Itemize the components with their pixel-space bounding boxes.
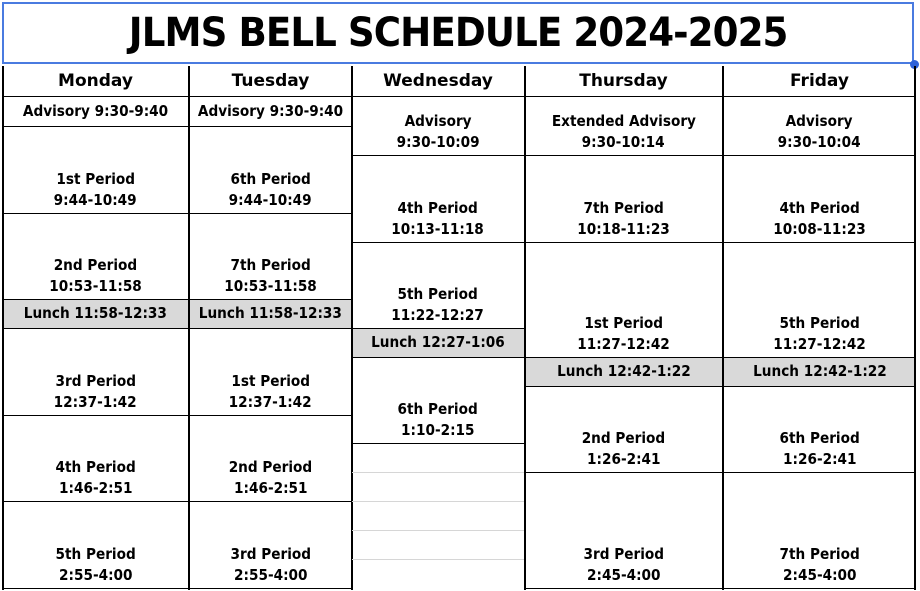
period-time: 1:26-2:41 — [782, 450, 857, 468]
period-cell[interactable] — [189, 501, 352, 588]
period-cell[interactable] — [2, 415, 189, 501]
period-cell[interactable] — [352, 357, 524, 443]
period-time: 1:10-2:15 — [401, 421, 475, 439]
grid-line — [524, 472, 915, 473]
period-label: 7th Period — [230, 256, 311, 274]
grid-line — [524, 66, 526, 590]
advisory-cell[interactable] — [189, 96, 352, 126]
period-label: 2nd Period — [581, 429, 666, 447]
grid-line — [524, 386, 915, 387]
period-time: 2:45-4:00 — [782, 566, 857, 584]
grid-line — [352, 328, 524, 329]
advisory-time: 9:30-10:04 — [777, 133, 861, 151]
period-label: 4th Period — [397, 199, 479, 217]
period-cell[interactable] — [723, 242, 916, 357]
period-time: 1:46-2:51 — [58, 479, 133, 497]
advisory-time: 9:30-10:14 — [581, 133, 665, 151]
page-title: JLMS BELL SCHEDULE 2024-2025 — [128, 10, 788, 56]
grid-line — [352, 501, 524, 502]
period-cell[interactable] — [2, 328, 189, 415]
period-cell[interactable] — [524, 155, 723, 242]
period-time: 2:45-4:00 — [586, 566, 661, 584]
lunch-cell[interactable] — [723, 357, 916, 386]
grid-line — [524, 588, 915, 589]
period-label: 1st Period — [231, 372, 310, 390]
period-time: 9:44-10:49 — [228, 191, 312, 209]
grid-line — [352, 472, 524, 473]
grid-line — [352, 443, 524, 444]
day-header-monday: Monday — [58, 71, 133, 91]
grid-line — [2, 328, 352, 329]
period-label: 6th Period — [397, 400, 479, 418]
lunch-cell[interactable] — [524, 357, 723, 386]
period-label: 6th Period — [230, 170, 311, 188]
period-time: 2:55-4:00 — [233, 566, 308, 584]
grid-line — [2, 126, 352, 127]
grid-line — [352, 530, 524, 531]
period-label: 3rd Period — [583, 545, 664, 563]
grid-line — [2, 299, 352, 300]
period-cell[interactable] — [723, 472, 916, 588]
period-cell[interactable] — [2, 501, 189, 588]
period-label: 5th Period — [779, 314, 860, 332]
grid-line — [722, 66, 724, 590]
period-cell[interactable] — [189, 328, 352, 415]
advisory-text: Advisory 9:30-9:40 — [197, 101, 344, 120]
grid-line — [2, 415, 352, 416]
period-label: 7th Period — [583, 199, 664, 217]
day-header-tuesday: Tuesday — [231, 71, 310, 91]
period-cell[interactable] — [524, 386, 723, 472]
lunch-text: Lunch 12:42-1:22 — [752, 362, 887, 380]
period-time: 10:08-11:23 — [773, 220, 866, 238]
lunch-text: Lunch 11:58-12:33 — [198, 304, 343, 322]
day-header-wednesday: Wednesday — [383, 71, 493, 91]
period-time: 11:22-12:27 — [391, 306, 485, 324]
lunch-cell[interactable] — [189, 299, 352, 328]
period-time: 1:26-2:41 — [586, 450, 661, 468]
grid-line — [352, 357, 524, 358]
advisory-time: 9:30-10:09 — [396, 133, 480, 151]
period-time: 11:27-12:42 — [773, 335, 866, 353]
period-label: 5th Period — [397, 285, 479, 303]
lunch-cell[interactable] — [2, 299, 189, 328]
grid-line — [524, 357, 915, 358]
grid-line — [524, 242, 915, 243]
advisory-cell[interactable] — [352, 96, 524, 155]
title-cell[interactable] — [2, 2, 914, 64]
advisory-cell[interactable] — [2, 96, 189, 126]
period-label: 4th Period — [55, 458, 136, 476]
period-time: 9:44-10:49 — [53, 191, 137, 209]
lunch-text: Lunch 12:27-1:06 — [371, 333, 505, 351]
period-cell[interactable] — [524, 242, 723, 357]
lunch-text: Lunch 11:58-12:33 — [23, 304, 168, 322]
grid-line — [352, 242, 524, 243]
period-label: 2nd Period — [53, 256, 138, 274]
period-cell[interactable] — [189, 126, 352, 213]
period-cell[interactable] — [189, 415, 352, 501]
period-time: 10:53-11:58 — [49, 277, 142, 295]
period-time: 2:55-4:00 — [58, 566, 133, 584]
period-cell[interactable] — [723, 155, 916, 242]
period-cell[interactable] — [524, 472, 723, 588]
column-friday — [723, 66, 916, 590]
period-time: 10:53-11:58 — [224, 277, 317, 295]
period-label: 2nd Period — [228, 458, 313, 476]
advisory-label: Extended Advisory — [551, 112, 696, 130]
period-time: 12:37-1:42 — [53, 393, 137, 411]
advisory-cell[interactable] — [723, 96, 916, 155]
period-cell[interactable] — [2, 126, 189, 213]
period-time: 12:37-1:42 — [228, 393, 312, 411]
period-label: 6th Period — [779, 429, 860, 447]
period-cell[interactable] — [352, 242, 524, 328]
period-label: 4th Period — [779, 199, 860, 217]
period-time: 10:13-11:18 — [391, 220, 485, 238]
day-header-friday: Friday — [790, 71, 849, 91]
period-label: 7th Period — [779, 545, 860, 563]
period-time: 10:18-11:23 — [577, 220, 670, 238]
period-time: 1:46-2:51 — [233, 479, 308, 497]
period-label: 3rd Period — [230, 545, 311, 563]
grid-line — [2, 213, 352, 214]
period-cell[interactable] — [189, 213, 352, 299]
grid-line — [524, 155, 915, 156]
day-header-thursday: Thursday — [579, 71, 668, 91]
period-label: 3rd Period — [55, 372, 136, 390]
period-cell[interactable] — [352, 155, 524, 242]
grid-line — [352, 155, 524, 156]
period-label: 1st Period — [584, 314, 663, 332]
grid-line — [352, 559, 524, 560]
lunch-cell[interactable] — [352, 328, 524, 357]
grid-line — [2, 588, 352, 589]
grid-line — [2, 501, 352, 502]
grid-line — [914, 66, 916, 590]
grid-line — [2, 96, 915, 97]
advisory-label: Advisory — [785, 112, 853, 130]
period-label: 5th Period — [55, 545, 136, 563]
advisory-label: Advisory — [404, 112, 472, 130]
period-time: 11:27-12:42 — [577, 335, 670, 353]
column-thursday — [524, 66, 723, 590]
lunch-text: Lunch 12:42-1:22 — [556, 362, 691, 380]
period-cell[interactable] — [723, 386, 916, 472]
advisory-text: Advisory 9:30-9:40 — [22, 101, 169, 120]
advisory-cell[interactable] — [524, 96, 723, 155]
period-cell[interactable] — [2, 213, 189, 299]
period-label: 1st Period — [56, 170, 135, 188]
